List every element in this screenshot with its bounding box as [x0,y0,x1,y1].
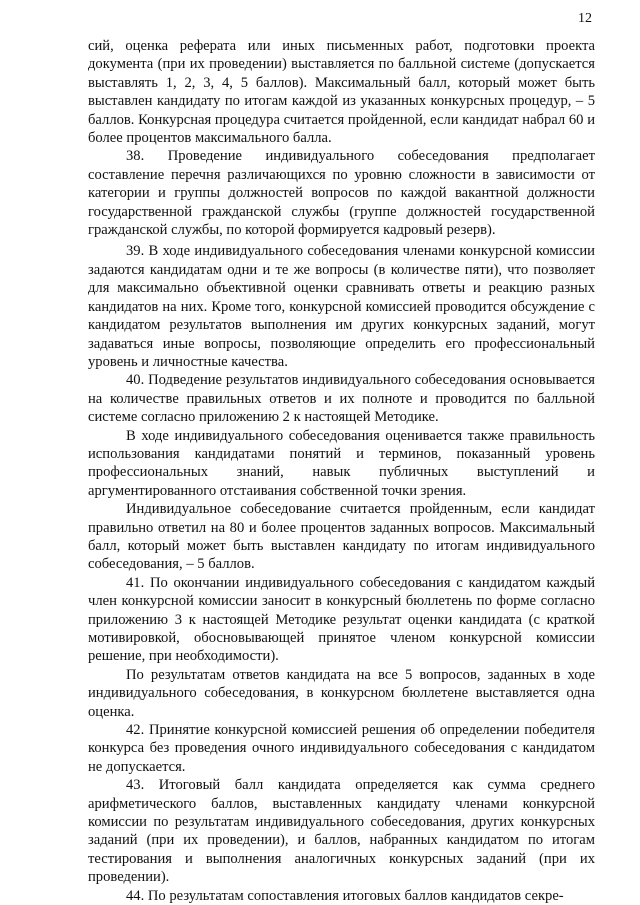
body-text [88,37,595,905]
paragraph-44: 44. По результатам сопоставления итоговых баллов кандидатов секре- [126,887,564,904]
paragraph-41-single-score: По результатам ответов кандидата на все 5 вопросов, заданных в ходе индивидуального собеседования, в конкурсном бюллетене выставляется одна оценка. [88,666,595,720]
paragraph-38: 38. Проведение индивидуального собеседования предполагает составление перечня различающихся по уровню сложности в зависимости от категории и группы должностей вопросов по каждой вакантной должности государственной гражданской службы (группе должностей государственной гражданской службы, по которой формируется кадровый резерв). [88,148,595,239]
paragraph-41: 41. По окончании индивидуального собеседования с кандидатом каждый член конкурсной комиссии заносит в конкурсный бюллетень по форме согласно приложению 3 к настоящей Методике результат оценки кандидата (с краткой мотивировкой, обосновывающей принятое членом конкурсной комиссии решение, при необходимости). [88,574,595,665]
paragraph-43: 43. Итоговый балл кандидата определяется как сумма среднего арифметического баллов, выставленных кандидату членами конкурсной комиссии по результатам индивидуального собеседования, других конкурсных заданий (при их проведении), и баллов, набранных кандидатом по итогам тестирования и выполнения аналогичных конкурсных заданий (при их проведении). [88,777,595,886]
paragraph-40-passing: Индивидуальное собеседование считается пройденным, если кандидат правильно ответил на 80 и более процентов заданных вопросов. Максимальный балл, который может быть выставлен кандидату по итогам индивидуального собеседования, – 5 баллов. [88,501,595,573]
paragraph-39: 39. В ходе индивидуального собеседования членами конкурсной комиссии задаются кандидатам одни и те же вопросы (в количестве пяти), что позволяет для максимально объективной оценки сравнивать ответы и реакцию разных кандидатов на них. Кроме того, конкурсной комиссией проводится обсуждение с кандидатом результатов выполнения им других конкурсных заданий, могут задаваться иные вопросы, позволяющие определить его профессиональный уровень и личностные качества. [88,243,595,370]
paragraph-42: 42. Принятие конкурсной комиссией решения об определении победителя конкурса без проведения очного индивидуального собеседования с кандидатом не допускается. [88,722,595,775]
paragraph-continuation: сий, оценка реферата или иных письменных работ, подготовки проекта документа (при их проведении) выставляется по балльной системе (допускается выставлять 1, 2, 3, 4, 5 баллов). Максимальный балл, который может быть выставлен кандидату по итогам каждой из указанных конкурсных процедур, – 5 баллов. Конкурсная процедура считается пройденной, если кандидат набрал 60 и более процентов максимального балла. [88,38,595,147]
paragraph-40-evaluation: В ходе индивидуального собеседования оценивается также правильность использования кандидатами понятий и терминов, показанный уровень профессиональных знаний, навык публичных выступлений и аргументированного отстаивания собственной точки зрения. [88,427,595,499]
paragraph-40: 40. Подведение результатов индивидуального собеседования основывается на количестве правильных ответов и их полноте и проводится по балльной системе согласно приложению 2 к настоящей Методике. [88,372,595,426]
page-number: 12 [578,11,592,26]
